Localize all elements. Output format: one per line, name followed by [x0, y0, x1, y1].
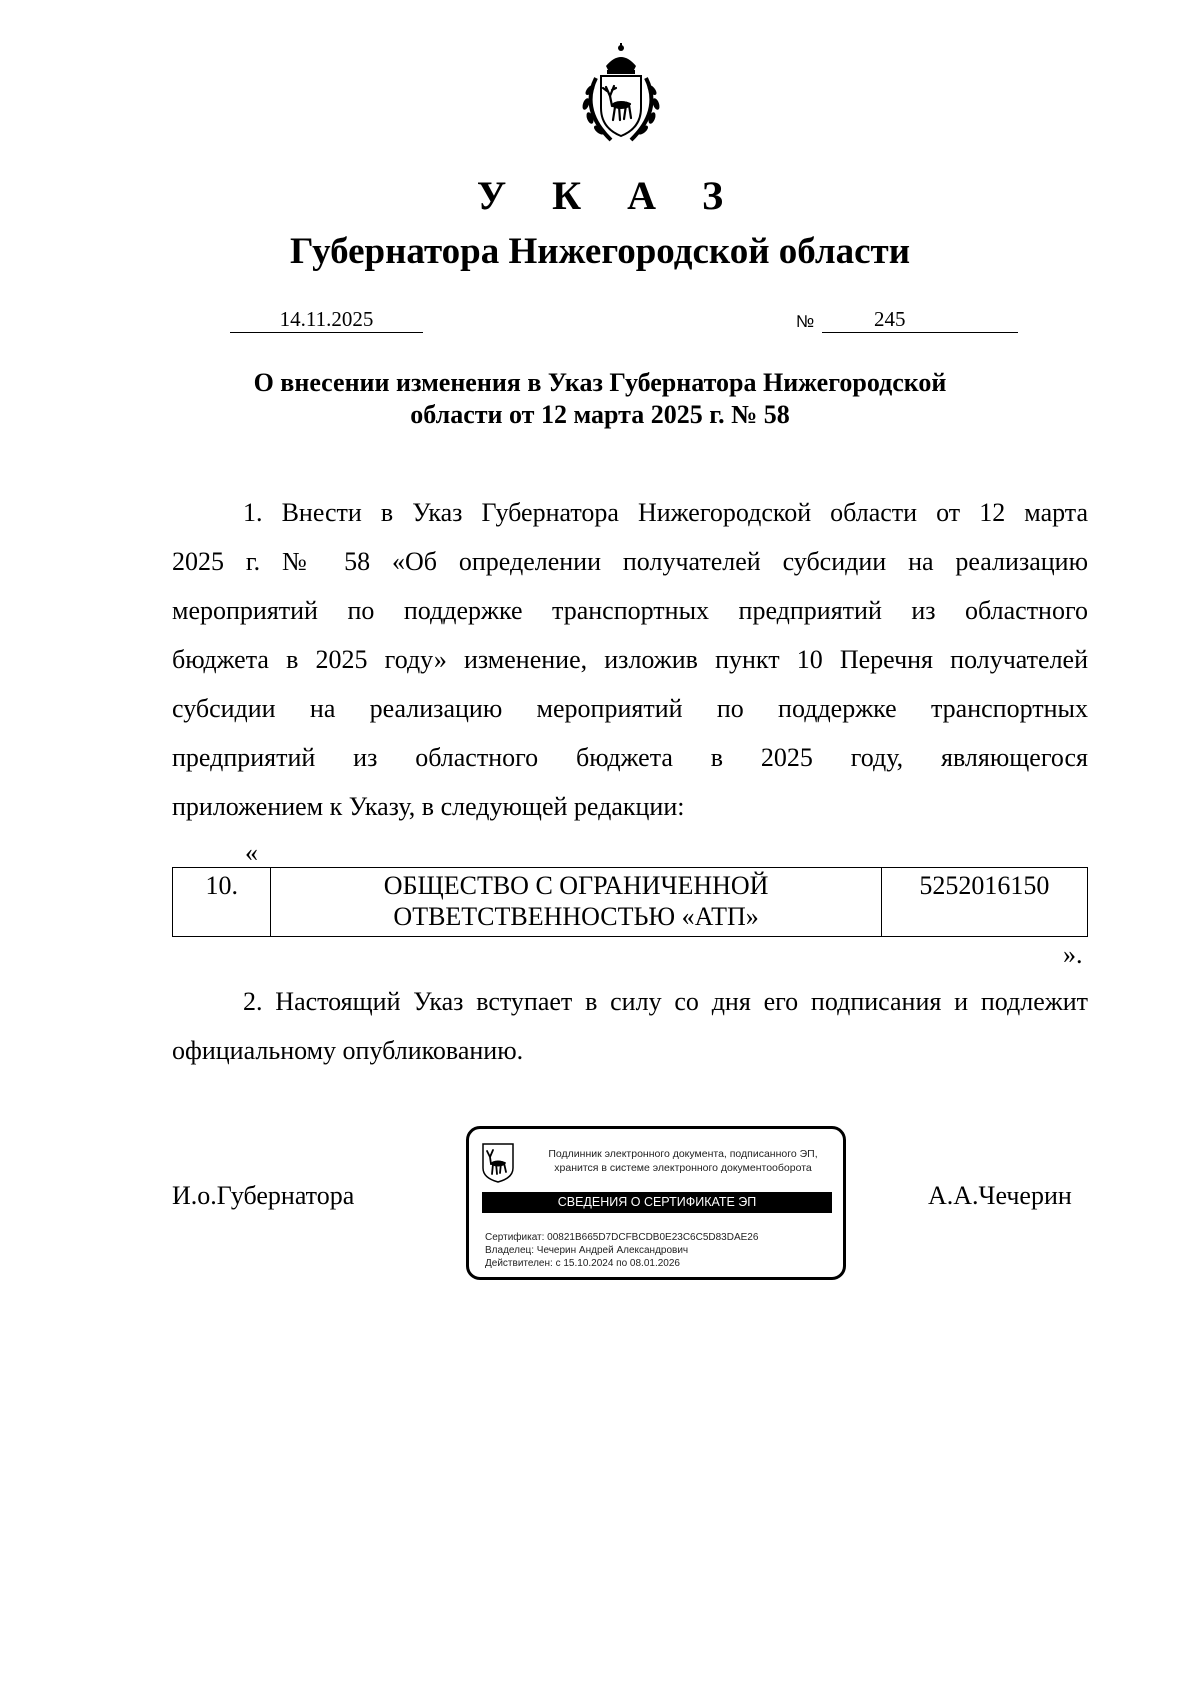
- quote-open: «: [245, 838, 258, 867]
- number-sign: №: [796, 312, 815, 331]
- coat-of-arms-icon: [566, 40, 676, 150]
- organization-name-line2: ОТВЕТСТВЕННОСТЬЮ «АТП»: [393, 902, 759, 931]
- paragraph-2-line2: официальному опубликованию.: [172, 1036, 524, 1065]
- quote-close: ».: [1063, 940, 1083, 969]
- document-heading-line1: О внесении изменения в Указ Губернатора Нижегородской: [253, 368, 947, 397]
- deer-emblem-icon: [481, 1142, 515, 1184]
- certificate-owner: Владелец: Чечерин Андрей Александрович: [485, 1245, 689, 1256]
- document-date: 14.11.2025: [230, 306, 423, 333]
- paragraph-1-line: субсидии на реализацию мероприятий по поддержке транспортных: [172, 694, 1088, 723]
- signatory-name: А.А.Чечерин: [928, 1181, 1072, 1210]
- paragraph-1-line: 2025 г. № 58 «Об определении получателей субсидии на реализацию: [172, 547, 1088, 576]
- paragraph-1: [172, 488, 1088, 831]
- document-heading-line2: области от 12 марта 2025 г. № 58: [410, 400, 790, 429]
- stamp-note: [529, 1147, 837, 1175]
- document-type-title: У К А З: [476, 173, 742, 218]
- certificate-validity: Действителен: с 15.10.2024 по 08.01.2026: [485, 1258, 680, 1269]
- stamp-note-line2: хранится в системе электронного документооборота: [554, 1162, 812, 1174]
- certificate-info: [485, 1231, 758, 1270]
- table-row: [173, 868, 1088, 937]
- recipients-table: [172, 867, 1088, 937]
- organization-name-line1: ОБЩЕСТВО С ОГРАНИЧЕННОЙ: [383, 871, 769, 900]
- paragraph-1-line: приложением к Указу, в следующей редакции:: [172, 792, 685, 821]
- paragraph-2: [172, 977, 1088, 1075]
- organization-name-cell: [271, 868, 881, 937]
- inn-cell: 5252016150: [881, 868, 1087, 937]
- signatory-position: И.о.Губернатора: [172, 1181, 355, 1210]
- paragraph-1-line: 1. Внести в Указ Губернатора Нижегородской области от 12 марта: [243, 498, 1088, 527]
- paragraph-1-line: бюджета в 2025 году» изменение, изложив пункт 10 Перечня получателей: [172, 645, 1088, 674]
- issuer-title: Губернатора Нижегородской области: [289, 231, 911, 272]
- document-number: 245: [822, 306, 1018, 333]
- stamp-note-line1: Подлинник электронного документа, подписанного ЭП,: [548, 1148, 818, 1160]
- row-number-cell: 10.: [173, 868, 271, 937]
- paragraph-1-line: мероприятий по поддержке транспортных предприятий из областного: [172, 596, 1088, 625]
- certificate-header-bar: СВЕДЕНИЯ О СЕРТИФИКАТЕ ЭП: [482, 1192, 832, 1213]
- paragraph-2-line1: 2. Настоящий Указ вступает в силу со дня его подписания и подлежит: [243, 987, 1088, 1016]
- electronic-signature-stamp: [466, 1126, 846, 1280]
- certificate-id: Сертификат: 00821B665D7DCFBCDB0E23C6C5D83DAE26: [485, 1232, 759, 1243]
- paragraph-1-line: предприятий из областного бюджета в 2025 году, являющегося: [172, 743, 1088, 772]
